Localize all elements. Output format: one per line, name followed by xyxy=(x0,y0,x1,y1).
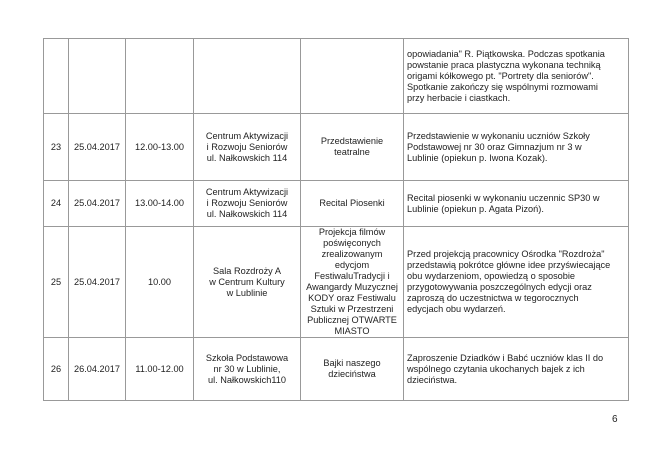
table-row xyxy=(44,338,629,401)
cell-no xyxy=(44,39,69,114)
cell-date: 25.04.2017 xyxy=(69,114,126,181)
table-row xyxy=(44,114,629,181)
cell-title: Recital Piosenki xyxy=(301,181,404,227)
cell-time: 10.00 xyxy=(126,227,194,338)
cell-title: Przedstawienie teatralne xyxy=(301,114,404,181)
cell-date: 26.04.2017 xyxy=(69,338,126,401)
cell-desc: opowiadania" R. Piątkowska. Podczas spotkania powstanie praca plastyczna wykonana techniką origami kółkowego pt. "Portrety dla seniorów". Spotkanie zakończy się wspólnymi rozmowami przy herbacie i ciastkach. xyxy=(404,39,629,114)
cell-place xyxy=(194,39,301,114)
table-row xyxy=(44,181,629,227)
table-row xyxy=(44,39,629,114)
cell-no: 24 xyxy=(44,181,69,227)
cell-date xyxy=(69,39,126,114)
cell-time: 11.00-12.00 xyxy=(126,338,194,401)
page-number: 6 xyxy=(612,414,618,425)
cell-time: 12.00-13.00 xyxy=(126,114,194,181)
cell-desc: Przedstawienie w wykonaniu uczniów Szkoły Podstawowej nr 30 oraz Gimnazjum nr 3 w Lublinie (opiekun p. Iwona Kozak). xyxy=(404,114,629,181)
cell-place: Sala Rozdroży A w Centrum Kultury w Lublinie xyxy=(194,227,301,338)
cell-title: Bajki naszego dzieciństwa xyxy=(301,338,404,401)
cell-date: 25.04.2017 xyxy=(69,181,126,227)
cell-place: Centrum Aktywizacji i Rozwoju Seniorów ul. Nałkowskich 114 xyxy=(194,181,301,227)
cell-no: 23 xyxy=(44,114,69,181)
cell-desc: Przed projekcją pracownicy Ośrodka "Rozdroża" przedstawią pokrótce główne idee przyświecające obu wydarzeniom, opowiedzą o sposobie przygotowywania poszczególnych edycji oraz zaproszą do uczestnictwa w tegorocznych edycjach obu wydarzeń. xyxy=(404,227,629,338)
cell-time xyxy=(126,39,194,114)
cell-place: Centrum Aktywizacji i Rozwoju Seniorów ul. Nałkowskich 114 xyxy=(194,114,301,181)
cell-no: 25 xyxy=(44,227,69,338)
table-row xyxy=(44,227,629,338)
cell-title xyxy=(301,39,404,114)
cell-title: Projekcja filmów poświęconych zrealizowanym edycjom FestiwaluTradycji i Awangardy Muzycznej KODY oraz Festiwalu Sztuki w Przestrzeni Publicznej OTWARTE MIASTO xyxy=(301,227,404,338)
cell-no: 26 xyxy=(44,338,69,401)
events-table xyxy=(43,38,629,401)
cell-date: 25.04.2017 xyxy=(69,227,126,338)
cell-desc: Recital piosenki w wykonaniu uczennic SP30 w Lublinie (opiekun p. Agata Pizoń). xyxy=(404,181,629,227)
cell-time: 13.00-14.00 xyxy=(126,181,194,227)
cell-desc: Zaproszenie Dziadków i Babć uczniów klas II do wspólnego czytania ukochanych bajek z ich dzieciństwa. xyxy=(404,338,629,401)
cell-place: Szkoła Podstawowa nr 30 w Lublinie, ul. Nałkowskich110 xyxy=(194,338,301,401)
